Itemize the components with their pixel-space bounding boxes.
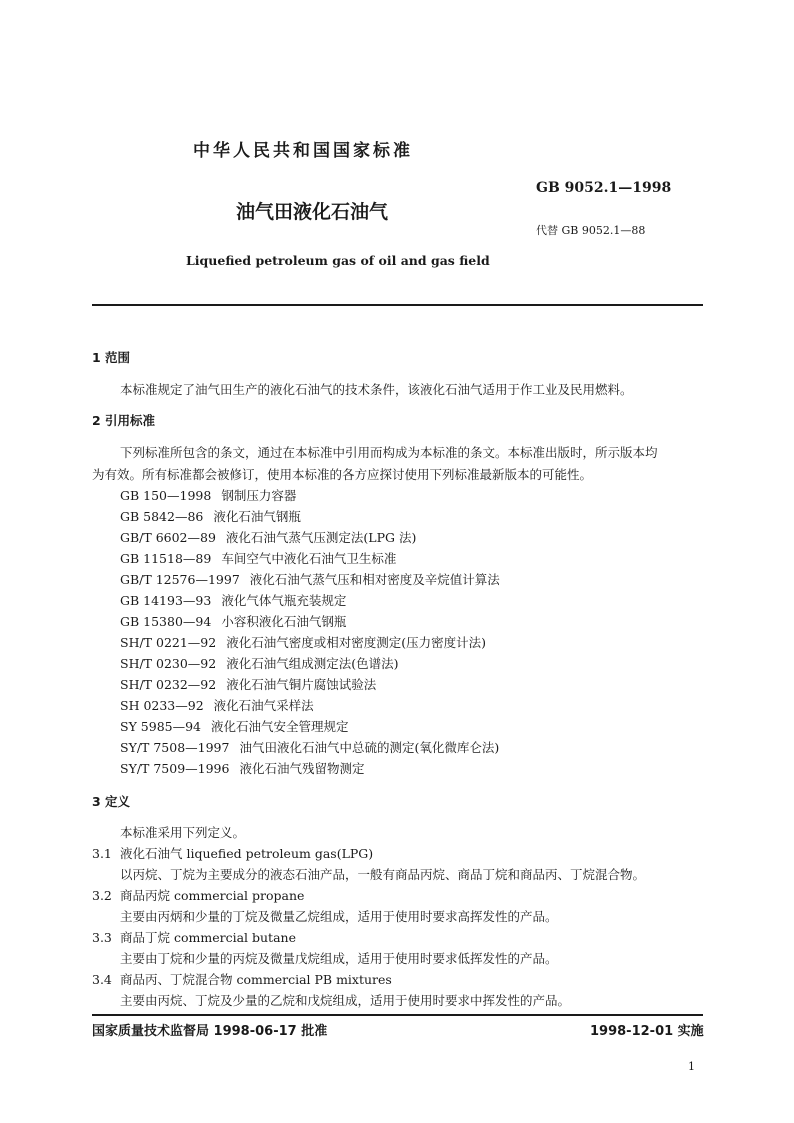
definition-desc: 主要由丁烷和少量的丙烷及微量戊烷组成，适用于使用时要求低挥发性的产品。 — [120, 951, 558, 966]
reference-item: GB 14193—93 液化气体气瓶充装规定 — [120, 593, 347, 608]
section-3-heading: 3 定义 — [92, 794, 131, 809]
reference-item: SY/T 7509—1996 液化石油气残留物测定 — [120, 761, 365, 776]
reference-item: GB 11518—89 车间空气中液化石油气卫生标准 — [120, 551, 397, 566]
section-1-heading: 1 范围 — [92, 350, 131, 365]
document-title-en: Liquefied petroleum gas of oil and gas field — [186, 253, 490, 268]
definition-term: 3.4 商品丙、丁烷混合物 commercial PB mixtures — [92, 972, 392, 987]
definition-desc: 以丙烷、丁烷为主要成分的液态石油产品，一般有商品丙烷、商品丁烷和商品丙、丁烷混合物。 — [120, 867, 646, 882]
replaces-standard: 代替 GB 9052.1—88 — [536, 224, 646, 237]
reference-item: SY 5985—94 液化石油气安全管理规定 — [120, 719, 349, 734]
page-number: 1 — [688, 1060, 695, 1073]
reference-item: GB 5842—86 液化石油气钢瓶 — [120, 509, 301, 524]
reference-item: SH/T 0232—92 液化石油气铜片腐蚀试验法 — [120, 677, 377, 692]
definition-term: 3.3 商品丁烷 commercial butane — [92, 930, 296, 945]
reference-item: GB 150—1998 钢制压力容器 — [120, 488, 297, 503]
reference-item: GB 15380—94 小容积液化石油气钢瓶 — [120, 614, 347, 629]
reference-item: SY/T 7508—1997 油气田液化石油气中总硫的测定(氧化微库仑法) — [120, 740, 500, 755]
definition-term: 3.1 液化石油气 liquefied petroleum gas(LPG) — [92, 846, 374, 861]
approval-date: 国家质量技术监督局 1998-06-17 批准 — [92, 1024, 328, 1039]
definition-desc: 主要由丙烷、丁烷及少量的乙烷和戊烷组成，适用于使用时要求中挥发性的产品。 — [120, 993, 571, 1008]
section-2-intro-line2: 为有效。所有标准都会被修订，使用本标准的各方应探讨使用下列标准最新版本的可能性。 — [92, 467, 593, 482]
implementation-date: 1998-12-01 实施 — [590, 1024, 704, 1039]
country-standard-title: 中华人民共和国国家标准 — [193, 141, 413, 161]
standard-number: GB 9052.1—1998 — [536, 180, 672, 196]
section-2-intro-line1: 下列标准所包含的条文，通过在本标准中引用而构成为本标准的条文。本标准出版时，所示版本均 — [120, 445, 658, 460]
reference-item: SH/T 0221—92 液化石油气密度或相对密度测定(压力密度计法) — [120, 635, 486, 650]
section-2-heading: 2 引用标准 — [92, 413, 156, 428]
footer-divider — [92, 1014, 703, 1016]
reference-item: GB/T 12576—1997 液化石油气蒸气压和相对密度及辛烷值计算法 — [120, 572, 500, 587]
reference-item: SH/T 0230—92 液化石油气组成测定法(色谱法) — [120, 656, 399, 671]
document-title-cn: 油气田液化石油气 — [236, 201, 389, 223]
definition-desc: 主要由丙炳和少量的丁烷及微量乙烷组成，适用于使用时要求高挥发性的产品。 — [120, 909, 558, 924]
definition-term: 3.2 商品丙烷 commercial propane — [92, 888, 305, 903]
reference-item: GB/T 6602—89 液化石油气蒸气压测定法(LPG 法) — [120, 530, 417, 545]
reference-item: SH 0233—92 液化石油气采样法 — [120, 698, 314, 713]
section-1-text: 本标准规定了油气田生产的液化石油气的技术条件，该液化石油气适用于作工业及民用燃料。 — [120, 382, 633, 397]
section-3-intro: 本标准采用下列定义。 — [120, 825, 246, 840]
header-divider — [92, 304, 703, 306]
